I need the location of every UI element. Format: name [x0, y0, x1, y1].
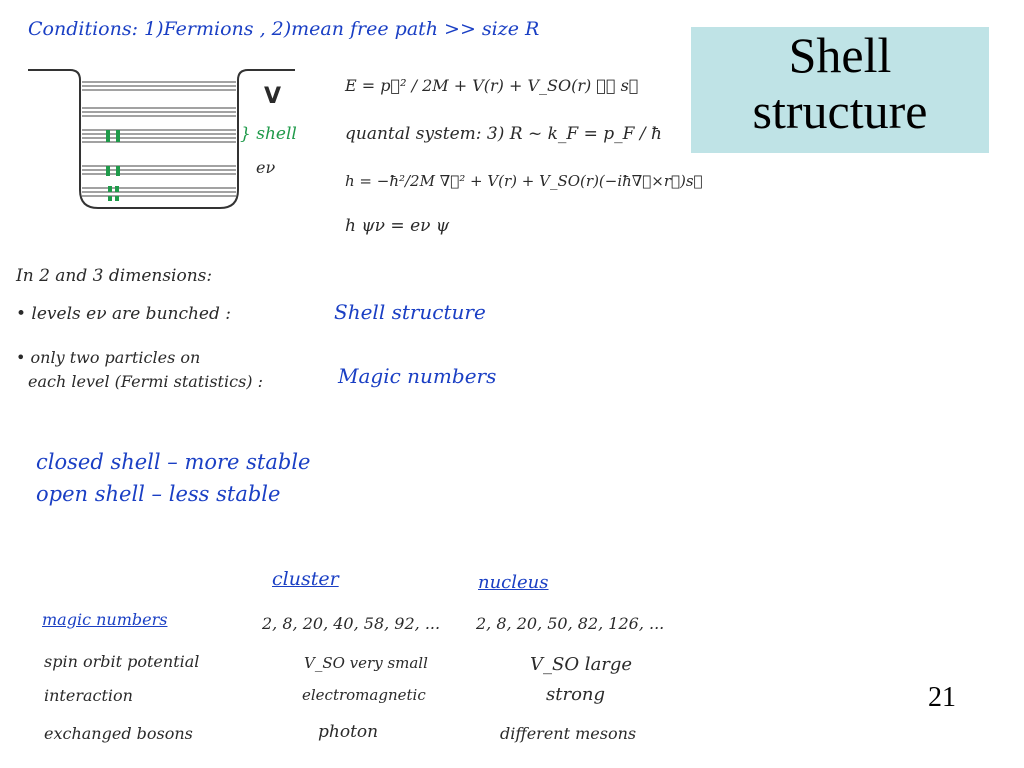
nucleus-spin-orbit: V_SO large — [530, 654, 633, 675]
row-label-interaction: interaction — [44, 686, 133, 705]
particle-mark — [116, 166, 120, 176]
particle-mark — [115, 196, 119, 201]
row-label-bosons: exchanged bosons — [44, 724, 193, 743]
row-label-spin-orbit: spin orbit potential — [44, 652, 200, 671]
schrodinger-equation: h ψν = eν ψ — [345, 216, 450, 236]
cluster-spin-orbit: V_SO very small — [304, 654, 428, 672]
nucleus-header: nucleus — [478, 572, 549, 593]
shell-structure-result: Shell structure — [334, 300, 486, 324]
closed-shell-text: closed shell – more stable — [36, 450, 311, 474]
slide-title — [691, 27, 989, 153]
particle-mark — [106, 166, 110, 176]
hamiltonian-equation: h = −ħ²/2M ∇⃗² + V(r) + V_SO(r)(−iħ∇⃗×r⃗)s⃗ — [345, 172, 703, 190]
energy-equation: E = p⃗² / 2M + V(r) + V_SO(r) ℓ⃗ s⃗ — [345, 76, 639, 95]
title-line-1: Shell — [788, 27, 892, 83]
potential-label: V — [264, 84, 282, 109]
title-line-2: structure — [752, 83, 928, 139]
particle-mark — [106, 130, 110, 142]
particle-mark — [116, 130, 120, 142]
slide-number: 21 — [928, 682, 956, 713]
row-label-magic-numbers: magic numbers — [42, 610, 168, 629]
levels-bunched-text: • levels eν are bunched : — [16, 304, 232, 324]
dimensions-header: In 2 and 3 dimensions: — [16, 266, 213, 286]
two-particles-line2: each level (Fermi statistics) : — [28, 372, 263, 391]
particle-mark — [108, 196, 112, 201]
conditions-text: Conditions: 1)Fermions , 2)mean free path >> size R — [28, 18, 540, 40]
cluster-magic-numbers: 2, 8, 20, 40, 58, 92, ... — [262, 614, 441, 633]
magic-numbers-result: Magic numbers — [338, 364, 497, 388]
nucleus-bosons: different mesons — [500, 724, 637, 743]
two-particles-line1: • only two particles on — [16, 348, 201, 367]
open-shell-text: open shell – less stable — [36, 482, 281, 506]
cluster-bosons: photon — [318, 722, 379, 742]
particle-mark — [115, 186, 119, 192]
shell-label: } shell — [240, 124, 297, 144]
quantal-system-text: quantal system: 3) R ~ k_F = p_F / ħ — [345, 124, 662, 144]
cluster-header: cluster — [272, 568, 339, 590]
nucleus-interaction: strong — [546, 684, 606, 705]
nucleus-magic-numbers: 2, 8, 20, 50, 82, 126, ... — [476, 614, 665, 633]
cluster-interaction: electromagnetic — [302, 686, 426, 704]
particle-mark — [108, 186, 112, 192]
level-energy-label: eν — [256, 158, 276, 177]
